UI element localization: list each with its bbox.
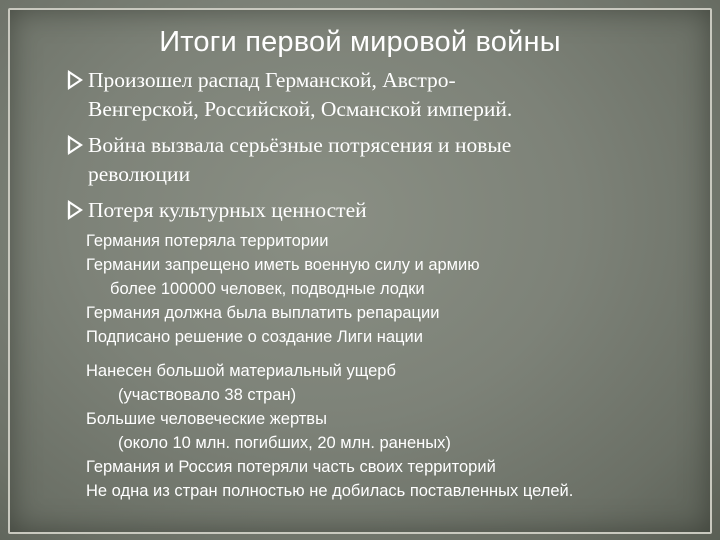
bullet-item bbox=[66, 196, 686, 225]
text-line: Нанесен большой материальный ущерб bbox=[86, 362, 396, 380]
arrow-bullet-icon bbox=[66, 68, 84, 92]
bullet-line-1: Война вызвала серьёзные потрясения и новые bbox=[88, 133, 512, 157]
arrow-bullet-icon bbox=[66, 133, 84, 157]
text-line: Большие человеческие жертвы bbox=[86, 410, 327, 428]
text-line: (около 10 млн. погибших, 20 млн. раненых) bbox=[118, 434, 451, 452]
text-line: Германия должна была выплатить репарации bbox=[86, 304, 440, 322]
arrow-bullet-icon bbox=[66, 198, 84, 222]
text-line: (участвовало 38 стран) bbox=[118, 386, 297, 404]
treaty-results-block bbox=[86, 229, 706, 349]
bullet-item bbox=[66, 66, 686, 124]
text-line: более 100000 человек, подводные лодки bbox=[110, 280, 425, 298]
bullet-list bbox=[66, 66, 686, 232]
bullet-line-1: Произошел распад Германской, Австро- bbox=[88, 68, 456, 92]
text-line: Германии запрещено иметь военную силу и армию bbox=[86, 256, 480, 274]
text-line: Германия и Россия потеряли часть своих территорий bbox=[86, 458, 496, 476]
bullet-line-1: Потеря культурных ценностей bbox=[88, 198, 367, 222]
bullet-line-2: Венгерской, Российской, Османской империй. bbox=[88, 97, 513, 121]
bullet-item bbox=[66, 131, 686, 189]
text-line: Германия потеряла территории bbox=[86, 232, 329, 250]
text-line: Не одна из стран полностью не добилась поставленных целей. bbox=[86, 482, 574, 500]
war-consequences-block bbox=[86, 359, 706, 503]
text-line: Подписано решение о создание Лиги нации bbox=[86, 328, 423, 346]
bullet-line-2: революции bbox=[88, 162, 191, 186]
slide-title: Итоги первой мировой войны bbox=[159, 26, 561, 58]
